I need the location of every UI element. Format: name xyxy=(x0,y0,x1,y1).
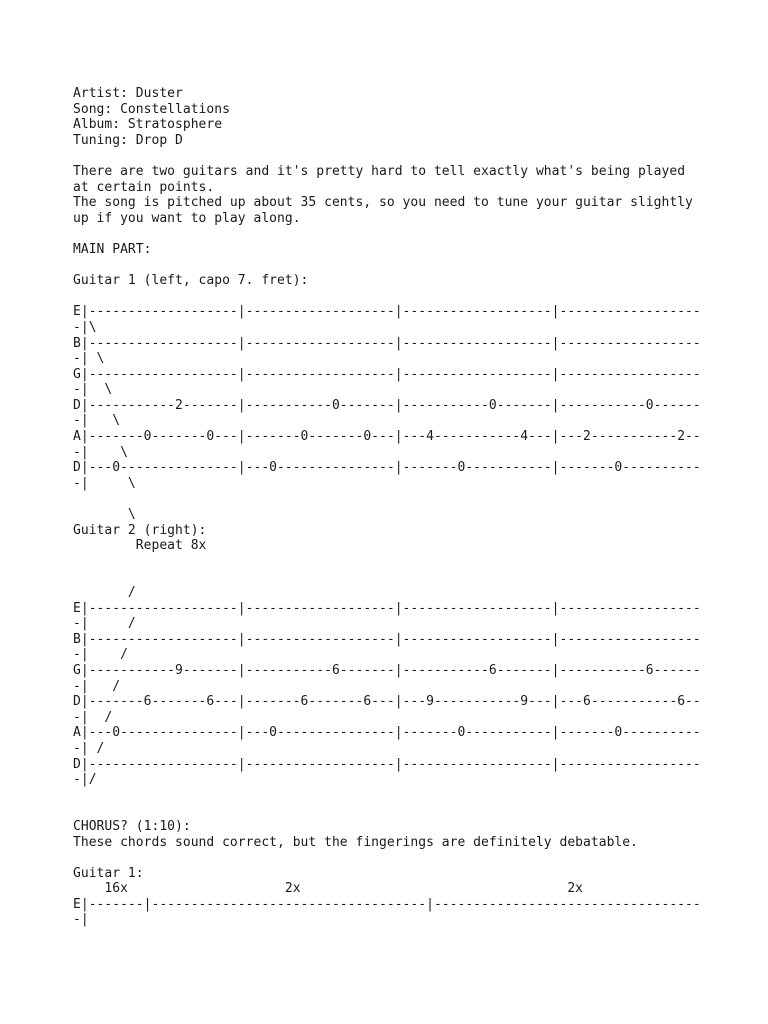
document-line: -| / xyxy=(73,740,105,756)
document-line xyxy=(73,226,753,242)
document-line: / xyxy=(73,585,136,600)
document-line: CHORUS? (1:10): xyxy=(73,818,191,834)
document-line xyxy=(73,148,753,164)
document-line: B|-------------------|-------------------|-------------------|------------------ xyxy=(73,335,701,351)
document-line xyxy=(73,289,753,305)
document-line: D|---0---------------|---0---------------|-------0-----------|-------0---------- xyxy=(73,460,701,476)
document-line: MAIN PART: xyxy=(73,241,152,257)
document-line: These chords sound correct, but the fingerings are definitely debatable. xyxy=(73,834,638,850)
document-line: -| xyxy=(73,912,89,928)
document-line: -|/ xyxy=(73,772,97,788)
document-line xyxy=(73,569,753,585)
document-line: -| / xyxy=(73,616,136,632)
document-line: at certain points. xyxy=(73,179,215,195)
tab-document xyxy=(73,86,753,928)
document-line: D|-------6-------6---|-------6-------6---|---9-----------9---|---6-----------6-- xyxy=(73,694,701,710)
document-line: -| \ xyxy=(73,413,121,429)
document-line: Guitar 2 (right): xyxy=(73,522,207,538)
document-line: E|-------|-----------------------------------|---------------------------------- xyxy=(73,896,701,912)
document-line: Song: Constellations xyxy=(73,101,230,117)
document-line: -| / xyxy=(73,678,121,694)
document-line: The song is pitched up about 35 cents, so you need to tune your guitar slightly xyxy=(73,195,693,211)
document-line xyxy=(73,850,753,866)
document-line: Repeat 8x xyxy=(73,538,207,554)
document-line: B|-------------------|-------------------|-------------------|------------------ xyxy=(73,631,701,647)
document-line: Guitar 1: xyxy=(73,865,144,881)
document-line: -| / xyxy=(73,709,113,725)
document-line: A|---0---------------|---0---------------|-------0-----------|-------0---------- xyxy=(73,725,701,741)
document-line xyxy=(73,803,753,819)
document-line: -| \ xyxy=(73,475,136,491)
document-line: E|-------------------|-------------------|-------------------|------------------ xyxy=(73,600,701,616)
document-line: G|-----------9-------|-----------6-------|-----------6-------|-----------6------ xyxy=(73,662,701,678)
document-line: Guitar 1 (left, capo 7. fret): xyxy=(73,273,309,289)
document-line: Album: Stratosphere xyxy=(73,117,223,133)
document-line: -| \ xyxy=(73,444,128,460)
document-line xyxy=(73,258,753,274)
document-line: Tuning: Drop D xyxy=(73,132,183,148)
document-line: A|-------0-------0---|-------0-------0---|---4-----------4---|---2-----------2-- xyxy=(73,429,701,445)
document-line xyxy=(73,788,753,804)
document-line: up if you want to play along. xyxy=(73,210,301,226)
document-line: D|-------------------|-------------------|-------------------|------------------ xyxy=(73,756,701,772)
document-line: Artist: Duster xyxy=(73,86,183,101)
document-line: -|\ xyxy=(73,319,97,335)
document-line: E|-------------------|-------------------|-------------------|------------------ xyxy=(73,304,701,320)
document-line: -| \ xyxy=(73,351,105,367)
document-line: \ xyxy=(73,507,136,523)
document-line: G|-------------------|-------------------|-------------------|------------------ xyxy=(73,366,701,382)
document-line: -| \ xyxy=(73,382,113,398)
document-line xyxy=(73,554,753,570)
document-line: 16x 2x 2x xyxy=(73,881,584,897)
document-line: -| / xyxy=(73,647,128,663)
document-line: There are two guitars and it's pretty hard to tell exactly what's being played xyxy=(73,163,686,179)
document-line: D|-----------2-------|-----------0-------|-----------0-------|-----------0------ xyxy=(73,397,701,413)
document-line xyxy=(73,491,753,507)
